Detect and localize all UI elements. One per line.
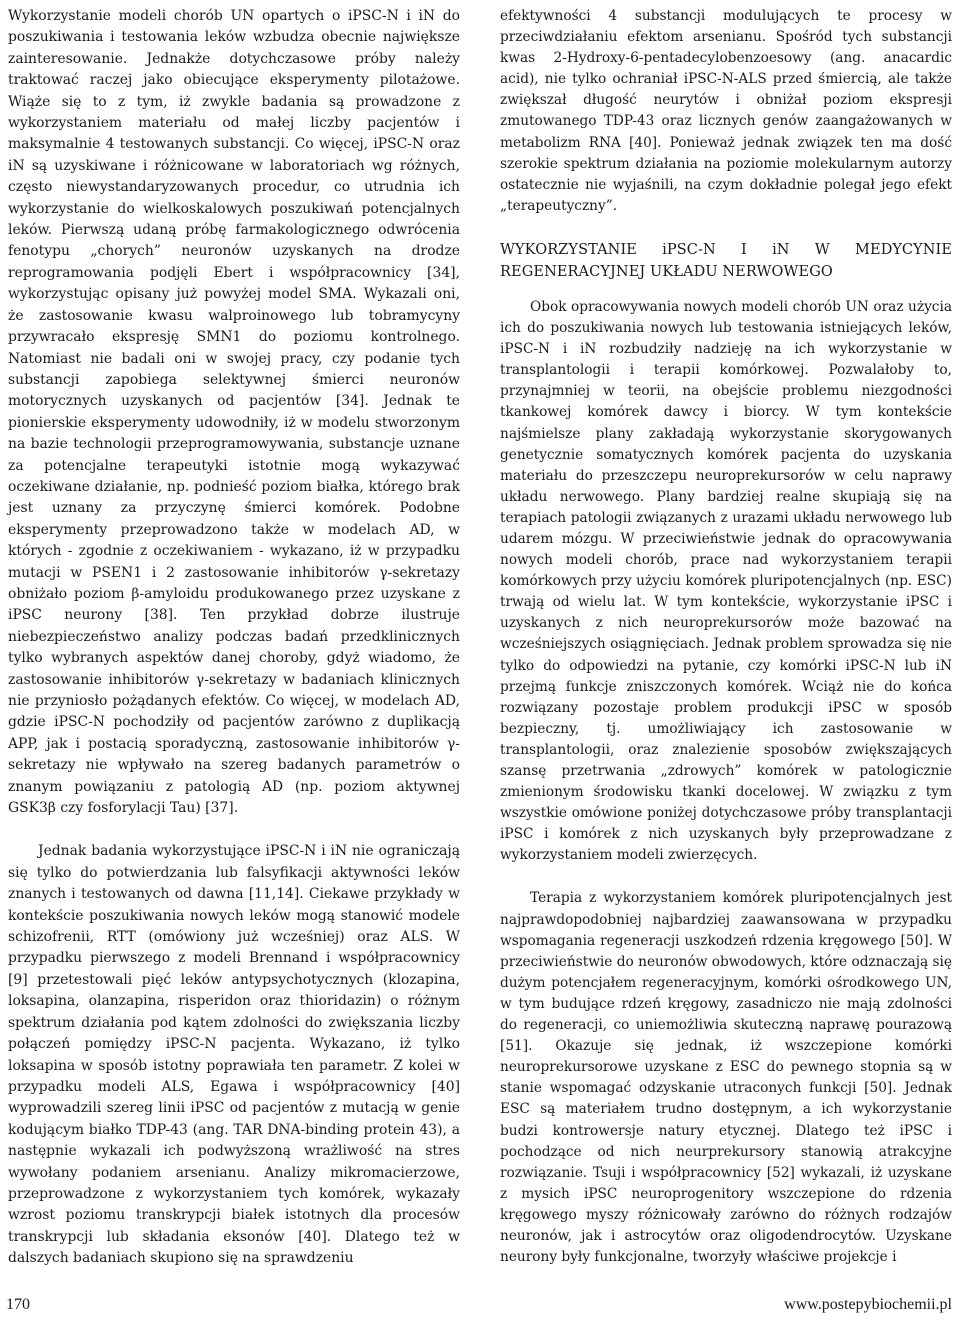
section-heading: WYKORZYSTANIE iPSC-N I iN W MEDYCYNIE REGENERACYJNEJ UKŁADU NERWOWEGO <box>500 241 952 280</box>
body-paragraph: efektywności 4 substancji modulujących te procesy w przeciwdziałaniu efektom arsenianu. Spośród tych substancji kwas 2-Hydroxy-6-pentadecylobenzoesowy (ang. anacardic acid), nie tylko ochraniał iPSC-N-ALS przed śmiercią, ale także zwiększał długość neurytów i obniżał poziom ekspresji zmutowanego TDP-43 oraz licznych genów zaangażowanych w metabolizm RNA [40]. Ponieważ jednak związek ten ma dość szerokie spektrum działania na poziomie molekularnym autorzy ostatecznie nie wyjaśnili, na czym dokładnie polegał jego efekt „terapeutyczny”. <box>500 8 952 214</box>
right-column <box>500 6 952 1268</box>
body-paragraph: Jednak badania wykorzystujące iPSC-N i iN nie ograniczają się tylko do potwierdzania lub falsyfikacji aktywności leków znanych i testowanych od dawna [11,14]. Ciekawe przykłady w kontekście poszukiwania nowych leków mogą stanowić modele schizofrenii, RTT (omówiony już wcześniej) oraz ALS. W przypadku pierwszego z modeli Brennand i współpracownicy [9] przetestowali pięć leków antypsychotycznych (klozapina, loksapina, olanzapina, risperidon oraz thioridazin) o różnym spektrum działania pod kątem zdolności do zwiększania liczby połączeń pomiędzy iPSC-N pacjenta. Wykazano, iż tylko loksapina w sposób istotny poprawiała ten parametr. Z kolei w przypadku modeli ALS, Egawa i współpracownicy [40] wyprowadzili szereg linii iPSC od pacjentów z mutacją w genie kodującym białko TDP-43 (ang. TAR DNA-binding protein 43), a następnie wykazali ich podwyższoną wrażliwość na stres wywołany podaniem arsenianu. Analizy mikromacierzowe, przeprowadzone z wykorzystaniem tych komórek, wykazały wzrost poziomu transkrypcji białek istotnych dla procesów transkrypcji lub składania eksonów [40]. Dlatego też w dalszych badaniach skupiono się na sprawdzeniu <box>8 843 460 1267</box>
body-paragraph: Wykorzystanie modeli chorób UN opartych o iPSC-N i iN do poszukiwania i testowania leków wzbudza obecnie największe zainteresowanie. Jednakże dotychczasowe próby należy traktować raczej jako obiecujące eksperymenty pilotażowe. Wiąże się to z tym, iż zwykle badania są prowadzone z wykorzystaniem materiału od małej liczby pacjentów i maksymalnie 4 testowanych substancji. Co więcej, iPSC-N oraz iN są uzyskiwane i różnicowane w laboratoriach wg różnych, często niewystandaryzowanych procedur, co utrudnia ich wykorzystanie do wielkoskalowych poszukiwań potencjalnych leków. Pierwszą udaną próbę farmakologicznego odwrócenia fenotypu „chorych” neuronów uzyskanych na drodze reprogramowania podjęli Ebert i współpracownicy [34], wykorzystując opisany już powyżej model SMA. Wykazali oni, że zastosowanie kwasu walproinowego lub tobramycyny przywracało ekspresję SMN1 do poziomu kontrolnego. Natomiast nie badali oni w swojej pracy, czy podanie tych substancji zapobiega selektywnej śmierci neuronów motorycznych uzyskanych od pacjentów [34]. Jednak te pionierskie eksperymenty udowodniły, iż w modelu stworzonym na bazie technologii przeprogramowywania, substancje uznane za potencjalne terapeutyki istotnie mogą wykazywać oczekiwane działanie, np. podnieść poziom białka, którego brak jest uznany za przyczynę śmierci komórek. Podobne eksperymenty przeprowadzono także w modelach AD, w których - zgodnie z oczekiwaniem - wykazano, iż w przypadku mutacji w PSEN1 i 2 zastosowanie inhibitorów γ-sekretazy obniżało poziom β-amyloidu produkowanego przez uzyskane z iPSC neurony [38]. Ten przykład dobrze ilustruje niebezpieczeństwo analizy podczas badań przedklinicznych tylko wybranych aspektów danej choroby, gdyż wiadomo, że zastosowanie inhibitorów γ-sekretazy w badaniach klinicznych nie przyniosło pożądanych efektów. Co więcej, w modelach AD, gdzie iPSC-N pochodziły od pacjentów zarówno z duplikacją APP, jak i postacią sporadyczną, zastosowanie inhibitorów γ-sekretazy nie wpływało na szereg badanych parametrów o znanym powiązaniu z patologią AD (np. poziom aktywnej GSK3β czy fosforylacji Tau) [37]. <box>8 8 460 817</box>
page-number: 170 <box>6 1296 30 1313</box>
journal-website: www.postepybiochemii.pl <box>784 1296 952 1313</box>
body-paragraph: Terapia z wykorzystaniem komórek pluripotencjalnych jest najprawdopodobniej najbardziej zaawansowana w przypadku wspomagania regeneracji uszkodzeń rdzenia kręgowego [50]. W przeciwieństwie do neuronów obwodowych, które odznaczają się dużym potencjałem regeneracyjnym, komórki ośrodkowego UN, w tym budujące rdzeń kręgowy, zasadniczo nie mają zdolności do regeneracji, co uniemożliwia skuteczną naprawę pourazową [51]. Okazuje się jednak, iż wszczepione komórki neuroprekursorowe uzyskane z ESC do pewnego stopnia są w stanie wspomagać odzyskanie utraconych funkcji [50]. Jednak ESC są materiałem trudno dostępnym, a ich wykorzystanie budzi kontrowersje natury etycznej. Dlatego też iPSC i pochodzące od nich neurprekursory stanowią atrakcyjne rozwiązanie. Tsuji i współpracownicy [52] wykazali, iż uzyskane z mysich iPSC neuroprogenitory wszczepione do rdzenia kręgowego myszy różnicowały zarówno do różnych rodzajów neuronów, jak i astrocytów oraz oligodendrocytów. Uzyskane neurony były funkcjonalne, tworzyły właściwe projekcje i <box>500 890 952 1266</box>
body-paragraph: Obok opracowywania nowych modeli chorób UN oraz użycia ich do poszukiwania nowych lub testowania istniejących leków, iPSC-N i iN rozbudziły nadzieję na ich wykorzystanie w transplantologii i terapii komórkowej. Pozwalałoby to, przynajmniej w teorii, na obejście problemu niezgodności tkankowej komórek dawcy i biorcy. W tym kontekście najśmielsze plany zakładają wykorzystanie skorygowanych genetycznie somatycznych komórek pacjenta do uzyskania materiału do przeszczepu neuroprekursorów w celu naprawy układu nerwowego. Plany bardziej realne skupiają się na terapiach patologii związanych z urazami układu nerwowego lub udarem mózgu. W przeciwieństwie jednak do opracowywania nowych modeli chorób, prace nad wykorzystaniem terapii komórkowych przy użyciu komórek pluripotencjalnych (np. ESC) trwają od wielu lat. W tym kontekście, wykorzystanie iPSC i uzyskanych z nich neuroprekursorów może bazować na wcześniejszych osiągnięciach. Jednak problem sprowadza się nie tylko do odpowiedzi na pytanie, czy komórki iPSC-N lub iN przejmą funkcje zniszczonych komórek. Wciąż nie do końca rozwiązany pozostaje problem produkcji iPSC w sposób bezpieczny, tj. umożliwiający ich zastosowanie w transplantologii, oraz znalezienie sposobów zwiększających szansę przetrwania „zdrowych” komórek w patologicznie zmienionym środowisku tkanki docelowej. W związku z tym wszystkie omówione poniżej dotychczasowe próby transplantacji iPSC i komórek z nich uzyskanych były przeprowadzane z wykorzystaniem modeli zwierzęcych. <box>500 298 952 864</box>
left-column <box>8 6 460 1270</box>
